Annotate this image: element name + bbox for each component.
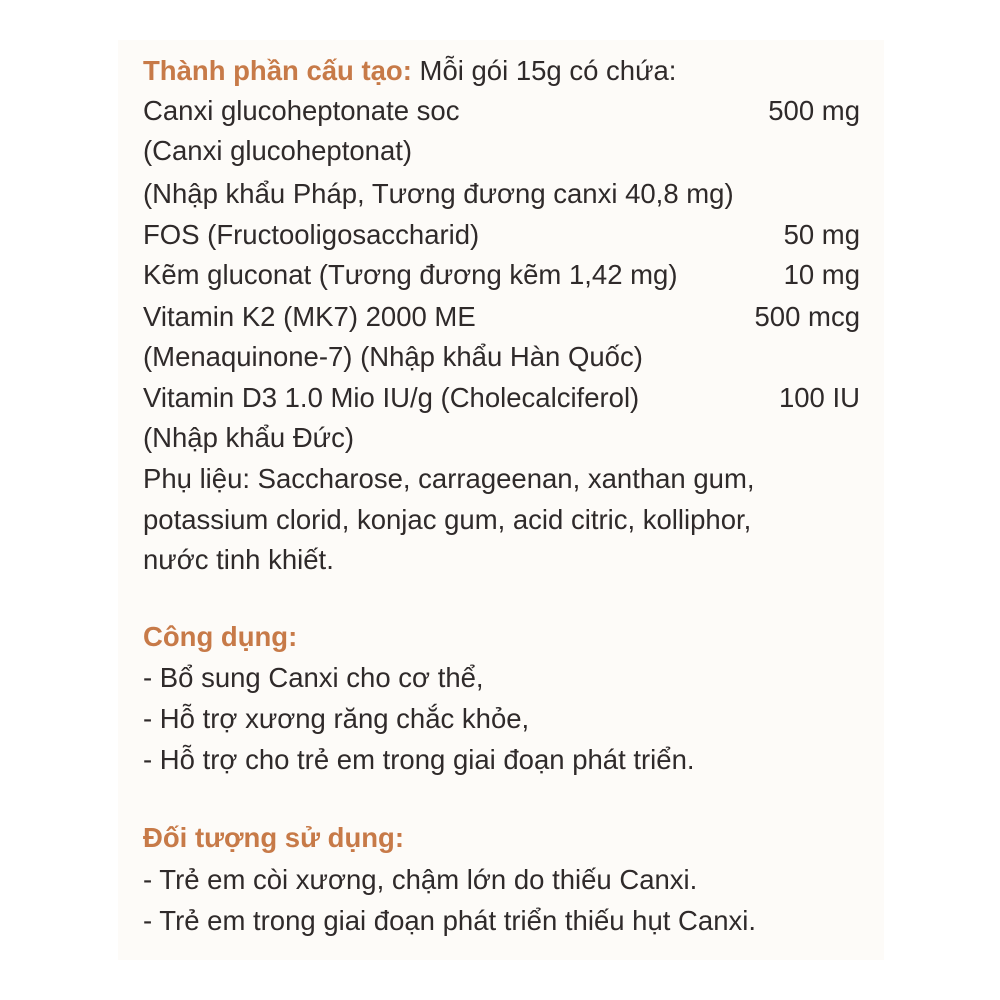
composition-heading-line — [143, 51, 676, 91]
ingredient-amount: 100 IU — [778, 382, 860, 413]
excipients-line: Phụ liệu: Saccharose, carrageenan, xanthan gum, — [143, 463, 755, 494]
uses-item: - Bổ sung Canxi cho cơ thể, — [143, 662, 484, 693]
excipients-line: potassium clorid, konjac gum, acid citric, kolliphor, — [143, 504, 752, 535]
ingredient-name: Vitamin D3 1.0 Mio IU/g (Cholecalciferol) — [143, 382, 640, 413]
ingredient-amount: 50 mg — [783, 219, 860, 250]
target-heading: Đối tượng sử dụng: — [143, 822, 404, 853]
ingredient-name: Vitamin K2 (MK7) 2000 ME — [143, 301, 476, 332]
target-item: - Trẻ em còi xương, chậm lớn do thiếu Canxi. — [143, 864, 698, 895]
target-item: - Trẻ em trong giai đoạn phát triển thiếu hụt Canxi. — [143, 905, 756, 936]
ingredient-name: Kẽm gluconat (Tương đương kẽm 1,42 mg) — [143, 259, 678, 290]
composition-heading: Thành phần cấu tạo: — [143, 55, 412, 86]
ingredient-note: (Nhập khẩu Đức) — [143, 422, 354, 453]
ingredient-amount: 10 mg — [783, 259, 860, 290]
uses-item: - Hỗ trợ cho trẻ em trong giai đoạn phát triển. — [143, 744, 695, 775]
ingredient-row — [143, 378, 860, 418]
ingredient-note: (Menaquinone-7) (Nhập khẩu Hàn Quốc) — [143, 341, 643, 372]
ingredient-amount: 500 mg — [768, 95, 860, 126]
ingredient-note: (Canxi glucoheptonat) — [143, 135, 413, 166]
uses-item: - Hỗ trợ xương răng chắc khỏe, — [143, 703, 530, 734]
ingredient-name: FOS (Fructooligosaccharid) — [143, 219, 480, 250]
uses-heading: Công dụng: — [143, 621, 298, 652]
ingredient-name: Canxi glucoheptonate soc — [143, 95, 460, 126]
excipients-line: nước tinh khiết. — [143, 544, 334, 575]
ingredient-amount: 500 mcg — [754, 301, 860, 332]
ingredient-row — [143, 255, 860, 295]
ingredient-row — [143, 297, 860, 337]
ingredient-note: (Nhập khẩu Pháp, Tương đương canxi 40,8 mg) — [143, 178, 734, 209]
ingredient-row — [143, 215, 860, 255]
composition-intro: Mỗi gói 15g có chứa: — [419, 55, 677, 86]
ingredient-row — [143, 91, 860, 131]
